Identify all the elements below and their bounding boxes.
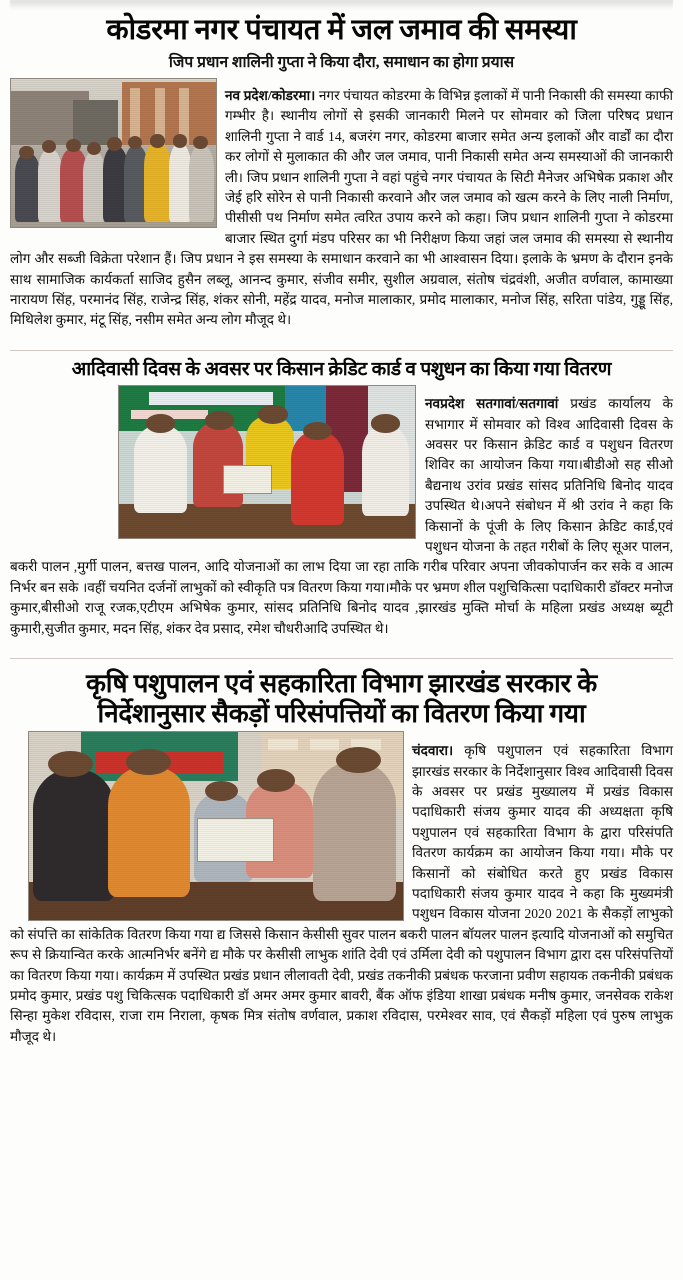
article-2-paragraph-1: प्रखंड कार्यालय के सभागार में सोमवार को विश्व आदिवासी दिवस के अवसर पर किसान क्रेडिट कार्ड व पशुधन वितरण शिविर का आयोजन किया गया।बीडीओ सह सीओ बैद्यनाथ उरांव प्रखंड सांसद प्रतिनिधि बिनोद यादव उपस्थित थे।अपने संबोधन में श्री उरांव ने कहा कि किसानों के पूंजी के लिए किसान क्रेडिट कार्ड,एवं पशुधन योजना के तहत गरीबों के लिए सूअर पालन, बकरी पालन ,मुर्गी पालन, बत्तख पालन, आदि योजनाओं का लाभ दिया जा रहा ताकि गरीब परिवार अपना जीवकोपार्जन कर सके व आत्म निर्भर बन सके ।वहीं चयनित दर्जनों लाभुकों को स्वीकृति पत्र वितरण किया गया।मौके पर भ्रमण शील पशुचिकित्सा पदाधिकारी डॉक्टर मनोज कुमार,बीसीओ राजू रजक,एटीएम अभिषेक कुमार, सांसद प्रतिनिधि बिनोद यादव ,झारखंड मुक्ति मोर्चा के महिला प्रखंड अध्यक्ष ब्यूटी कुमारी,सुजीत कुमार, मदन सिंह, शंकर देव प्रसाद, रमेश चौधरीआदि उपस्थित थे।	[10, 396, 673, 636]
article-2-dateline: नवप्रदेश सतगावां/सतगावां	[425, 396, 559, 412]
photo-scene-kcc-ceremony	[119, 386, 415, 538]
article-1	[10, 0, 673, 344]
article-3	[10, 658, 673, 1060]
article-2-headline: आदिवासी दिवस के अवसर पर किसान क्रेडिट कार्ड व पशुधन का किया गया वितरण	[71, 359, 612, 381]
article-1-paragraph-1: नगर पंचायत कोडरमा के विभिन्न इलाकों में पानी निकासी की समस्या काफी गम्भीर है। स्थानीय लोगों से इसकी जानकारी मिलने पर सोमवार को जिला परिषद प्रधान शालिनी गुप्ता ने वार्ड 14, बजरंग नगर, कोडरमा बाजार समेत अन्य इलाकों और वार्डों का दौरा कर लोगों से मुलाकात की और जल जमाव, पानी निकासी समेत अन्य समस्याओं की जानकारी ली। जिप प्रधान शालिनी गुप्ता ने वहां पहुंचे नगर पंचायत के सिटी मैनेजर अभिषेक प्रकाश और जेई हरि सोरेन से पानी निकासी करवाने और जल जमाव को खत्म करने के लिए नाली निर्माण, पीसीसी पथ निर्माण समेत त्वरित उपाय करने को कहा। जिप प्रधान शालिनी गुप्ता ने कोडरमा बाजार स्थित दुर्गा मंडप परिसर का भी निरीक्षण किया जहां जल जमाव की समस्या से स्थानीय लोग और सब्जी विक्रेता परेशान हैं। जिप प्रधान ने इस समस्या के समाधान करवाने का भी आश्वासन दिया। इलाके के भ्रमण के दौरान इनके साथ सामाजिक कार्यकर्ता साजिद हुसैन लब्लू, आनन्द कुमार, संजीव समीर, सुशील अग्रवाल, संतोष चंद्रवंशी, अजीत वर्णवाल, कामाख्या नारायण सिंह, परमानंद सिंह, राजेन्द्र सिंह, शंकर सोनी, महेंद्र यादव, मनोज मालाकार, प्रमोद मालाकार, मनोज सिंह, सरिता पांडेय, गुड्डू सिंह, मिथिलेश कुमार, मंटू सिंह, नसीम समेत अन्य लोग मौजूद थे।	[10, 88, 673, 328]
article-1-photo	[10, 78, 217, 228]
article-3-paragraph-1: कृषि पशुपालन एवं सहकारिता विभाग झारखंड सरकार के निर्देशानुसार विश्व आदिवासी दिवस के अवसर पर प्रखंड मुख्यालय में प्रखंड विकास पदाधिकारी संजय कुमार यादव की अध्यक्षता कृषि पशुपालन एवं सहकारिता विभाग के द्वारा परिसंपति वितरण कार्यक्रम का आयोजन किया गया। मौके पर किसानों को संबोधित करते हुए प्रखंड विकास पदाधिकारी संजय कुमार यादव ने कहा कि मुख्यमंत्री पशुधन विकास योजना 2020 2021 के सैकड़ों लाभुको को संपत्ति का सांकेतिक वितरण किया गया द्य जिससे किसान केसीसी सुवर पालन बकरी पालन बॉयलर पालन इत्यादि योजनाओं को समुचित रूप से क्रियान्वित करके आत्मनिर्भर बनेंगे द्य मौके पर केसीसी लाभुक शांति देवी एवं उर्मिला देवी को पशुपालन विभाग द्वारा दस परिसंपत्तियों का वितरण किया गया। कार्यक्रम में उपस्थित प्रखंड प्रधान लीलावती देवी, प्रखंड तकनीकी प्रबंधक फरजाना प्रवीण सहायक तकनीकी प्रबंधक प्रमोद कुमार, प्रखंड पशु चिकित्सक पदाधिकारी डॉ अमर अमर कुमार बावरी, बैंक ऑफ इंडिया शाखा प्रबंधक मनीष कुमार, जनसेवक राकेश सिन्हा मुकेश रविदास, राजा राम निराला, कृषक मित्र संतोष वर्णवाल, प्रकाश रविदास, परमेश्वर साव, एवं सैकड़ों महिला एवं पुरुष लाभुक मौजूद थे।	[10, 743, 673, 1044]
article-2	[10, 350, 673, 652]
article-3-headline-line-1: कृषि पशुपालन एवं सहकारिता विभाग झारखंड सरकार के	[85, 669, 598, 699]
photo-scene-asset-handover	[29, 732, 403, 920]
photo-scene-street	[11, 79, 216, 227]
article-1-headline: कोडरमा नगर पंचायत में जल जमाव की समस्या	[106, 14, 577, 46]
article-1-dateline: नव प्रदेश/कोडरमा।	[225, 88, 316, 104]
article-1-subhead: जिप प्रधान शालिनी गुप्ता ने किया दौरा, समाधान का होगा प्रयास	[168, 54, 515, 72]
article-3-photo	[28, 731, 404, 921]
article-3-dateline: चंदवारा।	[412, 743, 454, 759]
article-3-headline	[10, 659, 673, 727]
article-2-photo	[118, 385, 416, 539]
article-3-headline-line-2: निर्देशानुसार सैकड़ों परिसंपत्तियों का वितरण किया गया	[97, 698, 586, 728]
